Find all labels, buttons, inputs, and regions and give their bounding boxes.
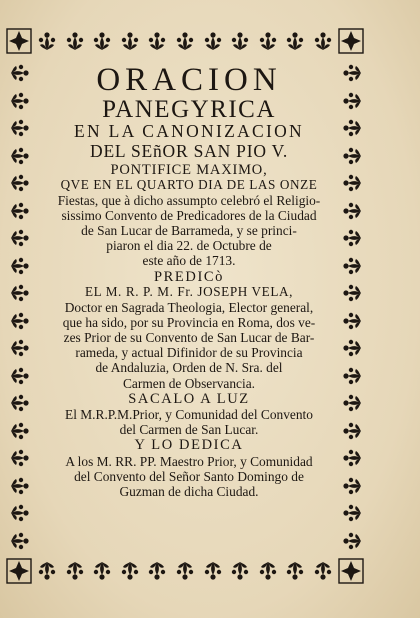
fleuron-icon (8, 365, 30, 387)
fleuron-icon (64, 31, 86, 53)
fleuron-icon (8, 62, 30, 84)
preacher-line: rameda, y actual Difinidor de su Provincia (75, 345, 303, 361)
fleuron-icon (342, 227, 364, 249)
cross-icon (338, 558, 364, 584)
fleuron-icon (8, 337, 30, 359)
preacher-line: Carmen de Observancia. (123, 375, 255, 391)
fleuron-icon (8, 310, 30, 332)
preacher-heading: PREDICò (153, 268, 224, 285)
fleuron-icon (8, 117, 30, 139)
publisher-heading: SACALO A LUZ (128, 390, 250, 407)
fleuron-icon (284, 31, 306, 53)
fleuron-icon (229, 559, 251, 581)
cross-icon (6, 28, 32, 54)
occasion-line: de San Lucar de Barrameda, y se princi- (81, 223, 297, 239)
fleuron-icon (312, 31, 334, 53)
fleuron-icon (342, 420, 364, 442)
fleuron-icon (284, 559, 306, 581)
fleuron-icon (146, 559, 168, 581)
title-line-2: PANEGYRICA (102, 96, 276, 123)
preacher-line: EL M. R. P. M. Fr. JOSEPH VELA, (84, 283, 294, 299)
dedication-line: Guzman de dicha Ciudad. (119, 483, 259, 499)
right-border (338, 62, 368, 552)
title-line-5: PONTIFICE MAXIMO, (110, 161, 268, 178)
fleuron-icon (91, 31, 113, 53)
fleuron-icon (146, 31, 168, 53)
fleuron-icon (174, 559, 196, 581)
dedication-line: A los M. RR. PP. Maestro Prior, y Comunidad (65, 453, 313, 469)
fleuron-icon (8, 282, 30, 304)
fleuron-icon (342, 255, 364, 277)
fleuron-icon (8, 502, 30, 524)
title-line-3: EN LA CANONIZACION (74, 121, 304, 141)
preacher-line: que ha sido, por su Provincia en Roma, dos ve- (62, 314, 316, 330)
fleuron-icon (342, 90, 364, 112)
fleuron-icon (36, 559, 58, 581)
fleuron-icon (8, 200, 30, 222)
fleuron-icon (342, 337, 364, 359)
bottom-border (36, 556, 334, 584)
cross-icon (338, 28, 364, 54)
fleuron-icon (342, 200, 364, 222)
occasion-line: sissimo Convento de Predicadores de la Ciudad (61, 207, 317, 223)
fleuron-icon (36, 31, 58, 53)
fleuron-icon (119, 559, 141, 581)
left-border (4, 62, 34, 552)
fleuron-icon (342, 117, 364, 139)
fleuron-icon (342, 447, 364, 469)
fleuron-icon (119, 31, 141, 53)
fleuron-icon (8, 420, 30, 442)
occasion-line: QVE EN EL QUARTO DIA DE LAS ONZE (60, 176, 318, 192)
preacher-line: zes Prior de su Convento de San Lucar de Bar- (63, 330, 315, 346)
fleuron-icon (8, 447, 30, 469)
fleuron-icon (342, 62, 364, 84)
fleuron-icon (8, 145, 30, 167)
title-text-block (46, 64, 332, 499)
fleuron-icon (64, 559, 86, 581)
cross-icon (6, 558, 32, 584)
fleuron-icon (312, 559, 334, 581)
fleuron-icon (342, 310, 364, 332)
fleuron-icon (229, 31, 251, 53)
publisher-line: del Carmen de San Lucar. (119, 422, 259, 438)
fleuron-icon (91, 559, 113, 581)
fleuron-icon (202, 559, 224, 581)
fleuron-icon (8, 392, 30, 414)
publisher-line: El M.R.P.M.Prior, y Comunidad del Convento (65, 407, 313, 423)
fleuron-icon (342, 365, 364, 387)
fleuron-icon (342, 145, 364, 167)
fleuron-icon (8, 530, 30, 552)
title-line-1: ORACION (96, 62, 282, 98)
fleuron-icon (342, 282, 364, 304)
fleuron-icon (257, 559, 279, 581)
fleuron-icon (342, 172, 364, 194)
dedication-heading: Y LO DEDICA (134, 437, 244, 454)
fleuron-icon (8, 90, 30, 112)
fleuron-icon (202, 31, 224, 53)
fleuron-icon (342, 475, 364, 497)
occasion-line: este año de 1713. (142, 253, 236, 269)
fleuron-icon (342, 530, 364, 552)
preacher-line: Doctor en Sagrada Theologia, Elector general, (64, 299, 314, 315)
fleuron-icon (8, 172, 30, 194)
fleuron-icon (174, 31, 196, 53)
preacher-line: de Andaluzia, Orden de N. Sra. del (95, 360, 283, 376)
fleuron-icon (342, 392, 364, 414)
occasion-line: piaron el dia 22. de Octubre de (106, 238, 272, 254)
top-border (36, 28, 334, 56)
occasion-line: Fiestas, que à dicho assumpto celebró el Religio- (57, 192, 321, 208)
title-line-4: DEL SEñOR SAN PIO V. (90, 140, 288, 161)
fleuron-icon (8, 227, 30, 249)
fleuron-icon (8, 255, 30, 277)
fleuron-icon (342, 502, 364, 524)
fleuron-icon (8, 475, 30, 497)
fleuron-icon (257, 31, 279, 53)
dedication-line: del Convento del Señor Santo Domingo de (74, 468, 304, 484)
